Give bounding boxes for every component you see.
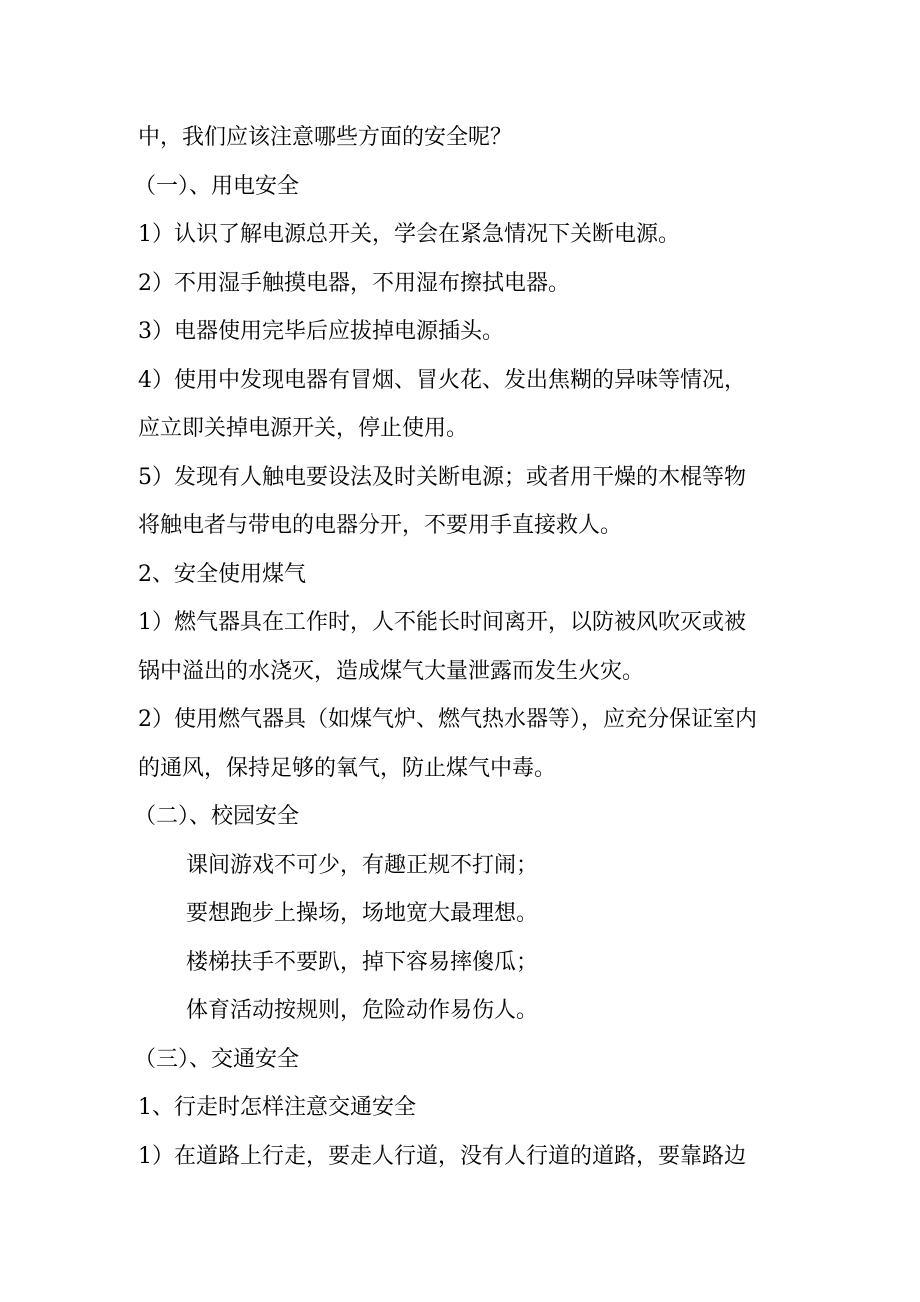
list-item: 2）使用燃气器具（如煤气炉、燃气热水器等），应充分保证室内 <box>138 707 757 732</box>
list-item-continuation: 应立即关掉电源开关，停止使用。 <box>138 416 469 441</box>
document-body <box>134 114 788 1181</box>
section-heading-traffic: （三）、交通安全 <box>134 1046 300 1072</box>
list-item: 5）发现有人触电要设法及时关断电源；或者用干燥的木棍等物 <box>138 464 746 490</box>
list-item: 1）燃气器具在工作时，人不能长时间离开，以防被风吹灭或被 <box>138 610 746 635</box>
verse-line: 要想跑步上操场，场地宽大最理想。 <box>186 901 539 926</box>
verse-line: 楼梯扶手不要趴，掉下容易摔傻瓜； <box>186 949 539 975</box>
list-item: 4）使用中发现电器有冒烟、冒火花、发出焦糊的异味等情况， <box>138 367 746 393</box>
list-item-continuation: 将触电者与带电的电器分开，不要用手直接救人。 <box>138 513 623 538</box>
list-item-continuation: 锅中溢出的水浇灭，造成煤气大量泄露而发生火灾。 <box>138 658 645 684</box>
list-item: 1）认识了解电源总开关，学会在紧急情况下关断电源。 <box>138 222 680 247</box>
text-line: 中，我们应该注意哪些方面的安全呢？ <box>138 125 513 150</box>
list-item: 3）电器使用完毕后应拔掉电源插头。 <box>138 319 504 344</box>
list-item-continuation: 的通风，保持足够的氧气，防止煤气中毒。 <box>138 755 557 781</box>
subsection-heading-walking: 1、行走时怎样注意交通安全 <box>138 1095 416 1120</box>
verse-line: 课间游戏不可少，有趣正规不打闹； <box>186 852 539 878</box>
list-item: 2）不用湿手触摸电器，不用湿布擦拭电器。 <box>138 270 570 296</box>
section-heading-electricity: （一）、用电安全 <box>134 173 300 199</box>
subsection-heading-gas: 2、安全使用煤气 <box>138 561 306 587</box>
section-heading-campus: （二）、校园安全 <box>134 804 300 829</box>
verse-line: 体育活动按规则，危险动作易伤人。 <box>186 998 539 1023</box>
list-item: 1）在道路上行走，要走人行道，没有人行道的道路，要靠路边 <box>138 1143 746 1169</box>
